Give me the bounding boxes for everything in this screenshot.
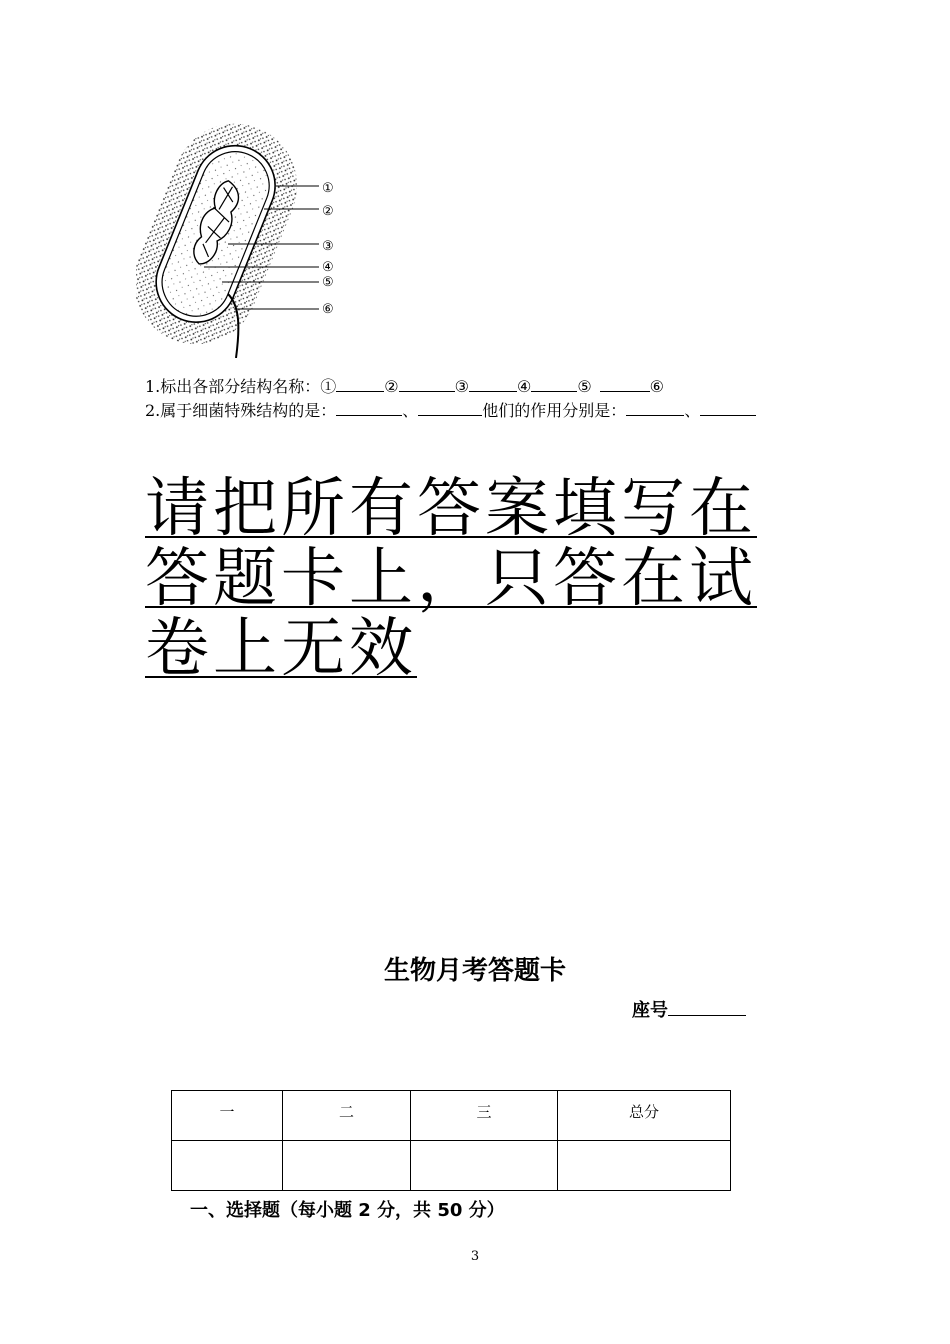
seat-number-blank[interactable]: [668, 997, 746, 1016]
score-cell-total[interactable]: [558, 1141, 731, 1191]
score-cell-1[interactable]: [172, 1141, 283, 1191]
mark-4: ④: [516, 377, 532, 396]
answer-blank-10[interactable]: [700, 399, 756, 416]
answer-blank-3[interactable]: [469, 375, 517, 392]
mark-5: ⑤: [577, 377, 592, 396]
seat-label: 座号: [632, 1000, 668, 1021]
score-cell-2[interactable]: [283, 1141, 411, 1191]
score-cell-3[interactable]: [411, 1141, 558, 1191]
score-table-value-row: [172, 1141, 731, 1191]
answer-blank-2[interactable]: [399, 375, 455, 392]
page-number: 3: [470, 1249, 480, 1264]
answer-card-title: 生物月考答题卡: [383, 956, 566, 986]
answer-blank-5[interactable]: [600, 375, 650, 392]
diagram-label-1: ①: [322, 181, 334, 196]
answer-blank-4[interactable]: [531, 375, 577, 392]
diagram-label-4: ④: [322, 260, 334, 275]
score-table-header-row: [172, 1091, 731, 1141]
seat-number: [632, 996, 746, 1022]
answer-blank-8[interactable]: [418, 399, 482, 416]
mark-6: ⑥: [649, 377, 665, 396]
section-1-heading: 一、选择题（每小题 2 分，共 50 分）: [190, 1200, 505, 1221]
diagram-labels: [322, 177, 334, 321]
diagram-label-3: ③: [322, 239, 334, 254]
answer-blank-7[interactable]: [336, 399, 402, 416]
question-2-prefix: 2.属于细菌特殊结构的是：: [145, 401, 337, 420]
mark-2: ②: [384, 377, 399, 396]
answer-blank-9[interactable]: [626, 399, 684, 416]
question-1: [145, 375, 664, 398]
diagram-label-6: ⑥: [322, 302, 334, 317]
mark-3: ③: [454, 377, 469, 396]
score-header-1: 一: [172, 1091, 283, 1141]
diagram-label-2: ②: [322, 204, 334, 219]
mark-1: ①: [320, 377, 337, 396]
score-header-2: 二: [283, 1091, 411, 1141]
separator-2: 、: [684, 401, 701, 420]
diagram-label-5: ⑤: [322, 275, 334, 290]
answer-blank-1[interactable]: [336, 375, 384, 392]
question-2: [145, 399, 756, 422]
question-1-prefix: 1.标出各部分结构名称：: [145, 377, 321, 396]
separator-1: 、: [402, 401, 419, 420]
question-2-middle: 他们的作用分别是：: [482, 401, 627, 420]
score-table: [171, 1090, 731, 1191]
score-header-total: 总分: [558, 1091, 731, 1141]
score-header-3: 三: [411, 1091, 558, 1141]
answer-sheet-notice: 请把所有答案填写在答题卡上，只答在试卷上无效: [145, 472, 757, 686]
